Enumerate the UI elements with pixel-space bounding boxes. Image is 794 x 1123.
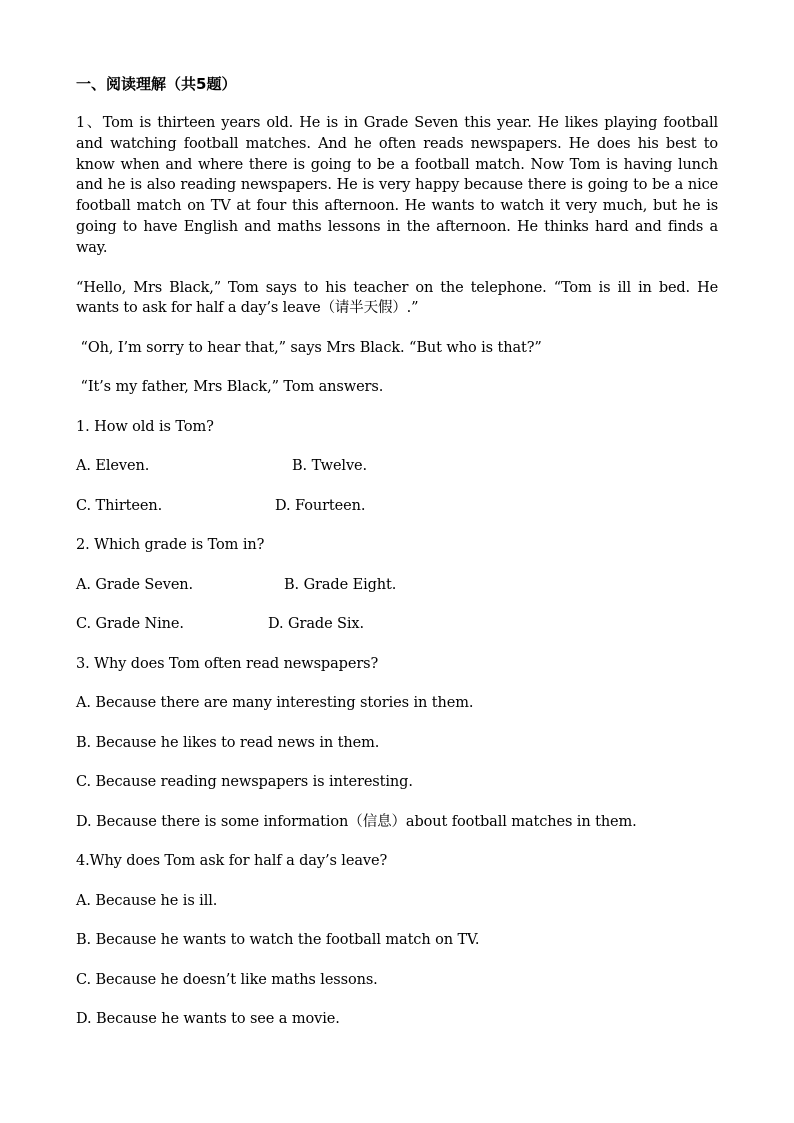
section-title: 一、阅读理解（共5题） (76, 75, 237, 93)
question-stem: 3. Why does Tom often read newspapers? (76, 655, 379, 672)
exam-content (76, 72, 718, 1029)
option-b: B. Because he wants to watch the football match on TV. (76, 932, 480, 949)
option-row (76, 575, 718, 595)
question-stem: 2. Which grade is Tom in? (76, 537, 265, 554)
option-b: B. Grade Eight. (284, 576, 397, 593)
option-d: D. Because he wants to see a movie. (76, 1011, 340, 1028)
option-d: D. Fourteen. (275, 497, 366, 514)
option-a: A. Grade Seven. (76, 576, 194, 593)
question-stem: 4.Why does Tom ask for half a day’s leave? (76, 853, 388, 870)
option-c: C. Thirteen. (76, 497, 163, 514)
option-a: A. Because he is ill. (76, 892, 218, 909)
question-stem: 1. How old is Tom? (76, 418, 214, 435)
option-d: D. Because there is some information（信息）about football matches in them. (76, 813, 637, 830)
option-c: C. Grade Nine. (76, 616, 184, 633)
option-c: C. Because he doesn’t like maths lessons. (76, 971, 378, 988)
dialogue-line: “It’s my father, Mrs Black,” Tom answers. (76, 379, 384, 396)
option-row (76, 614, 718, 634)
option-row (76, 456, 718, 476)
dialogue-line: “Hello, Mrs Black,” Tom says to his teacher on the telephone. “Tom is ill in bed. He wants to ask for half a day’s leave（请半天假）.” (76, 279, 718, 317)
dialogue-line: “Oh, I’m sorry to hear that,” says Mrs Black. “But who is that?” (76, 339, 542, 356)
option-a: A. Eleven. (76, 458, 150, 475)
option-d: D. Grade Six. (268, 616, 365, 633)
reading-passage: 1、Tom is thirteen years old. He is in Grade Seven this year. He likes playing football and watching football matches. And he often reads newspapers. He does his best to know when and where there is going to be a football match. Now Tom is having lunch and he is also reading newspapers. He is very happy because there is going to be a nice football match on TV at four this afternoon. He wants to watch it very much, but he is going to have English and maths lessons in the afternoon. He thinks hard and finds a way. (76, 115, 718, 256)
option-b: B. Because he likes to read news in them. (76, 734, 380, 751)
option-row (76, 496, 718, 516)
option-b: B. Twelve. (292, 458, 368, 475)
option-c: C. Because reading newspapers is interesting. (76, 774, 413, 791)
option-a: A. Because there are many interesting stories in them. (76, 695, 474, 712)
